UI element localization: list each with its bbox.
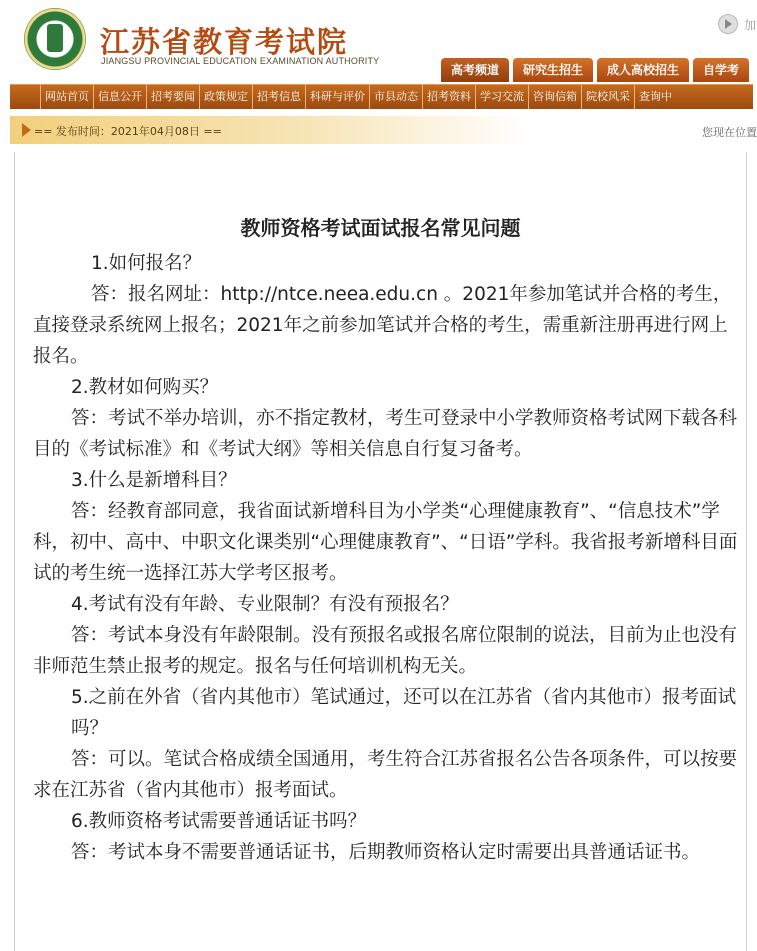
answer: 答：经教育部同意，我省面试新增科目为小学类“心理健康教育”、“信息技术”学科，初中、高中、中职文化课类别“心理健康教育”、“日语”学科。我省报考新增科目面试的考生统一选择江苏大学考区报考。 (33, 501, 738, 584)
nav-item-news[interactable]: 招考要闻 (146, 85, 199, 109)
nav-item-policy[interactable]: 政策规定 (199, 85, 252, 109)
article-container (14, 152, 747, 951)
nav-item-exchange[interactable]: 学习交流 (475, 85, 528, 109)
publish-date: == 发布时间：2021年04月08日 == (34, 125, 222, 138)
answer: 答：报名网址：http://ntce.neea.edu.cn 。2021年参加笔试并合格的考生，直接登录系统网上报名；2021年之前参加笔试并合格的考生，需重新注册再进行网上报名。 (33, 284, 732, 367)
tab-self-study[interactable]: 自学考 (693, 58, 749, 82)
play-icon[interactable] (718, 14, 738, 34)
nav-item-colleges[interactable]: 院校风采 (581, 85, 634, 109)
article-title: 教师资格考试面试报名常见问题 (240, 216, 521, 240)
nav-item-mailbox[interactable]: 咨询信箱 (528, 85, 581, 109)
site-logo-icon[interactable] (24, 8, 86, 70)
nav-item-query[interactable]: 查询中 (634, 85, 676, 109)
nav-item-research[interactable]: 科研与评价 (305, 85, 369, 109)
tab-adult[interactable]: 成人高校招生 (597, 58, 689, 82)
question: 3.什么是新增科目？ (71, 470, 237, 491)
nav-item-exam-info[interactable]: 招考信息 (252, 85, 305, 109)
question: 2.教材如何购买？ (71, 377, 219, 398)
site-title-english: JIANGSU PROVINCIAL EDUCATION EXAMINATION AUTHORITY (101, 56, 380, 66)
breadcrumb: 您现在位置 (702, 126, 757, 139)
main-nav (10, 84, 753, 109)
answer: 答：可以。笔试合格成绩全国通用，考生符合江苏省报名公告各项条件，可以按要求在江苏省（省内其他市）报考面试。 (33, 749, 738, 801)
channel-tabs (441, 58, 749, 82)
question: 4.考试有没有年龄、专业限制？有没有预报名？ (71, 594, 459, 615)
nav-item-materials[interactable]: 招考资料 (422, 85, 475, 109)
site-header (0, 0, 757, 84)
article-body (33, 248, 739, 868)
answer: 答：考试本身没有年龄限制。没有预报名或报名席位限制的说法，目前为止也没有非师范生禁止报考的规定。报名与任何培训机构无关。 (33, 625, 738, 677)
tab-gaokao[interactable]: 高考频道 (441, 58, 509, 82)
site-title[interactable]: 江苏省教育考试院 (100, 25, 349, 59)
arrow-right-icon (22, 123, 31, 137)
nav-item-home[interactable]: 网站首页 (40, 85, 93, 109)
top-right-link[interactable]: 加 (744, 18, 757, 32)
nav-item-disclosure[interactable]: 信息公开 (93, 85, 146, 109)
nav-item-local-news[interactable]: 市县动态 (369, 85, 422, 109)
question: 6.教师资格考试需要普通话证书吗？ (71, 811, 367, 832)
question: 1.如何报名？ (91, 253, 202, 274)
answer: 答：考试本身不需要普通话证书，后期教师资格认定时需要出具普通话证书。 (71, 842, 701, 863)
answer: 答：考试不举办培训，亦不指定教材，考生可登录中小学教师资格考试网下载各科目的《考试标准》和《考试大纲》等相关信息自行复习备考。 (33, 408, 738, 460)
info-bar (10, 116, 757, 144)
tab-graduate[interactable]: 研究生招生 (513, 58, 593, 82)
question: 5.之前在外省（省内其他市）笔试通过，还可以在江苏省（省内其他市）报考面试吗？ (71, 687, 737, 739)
